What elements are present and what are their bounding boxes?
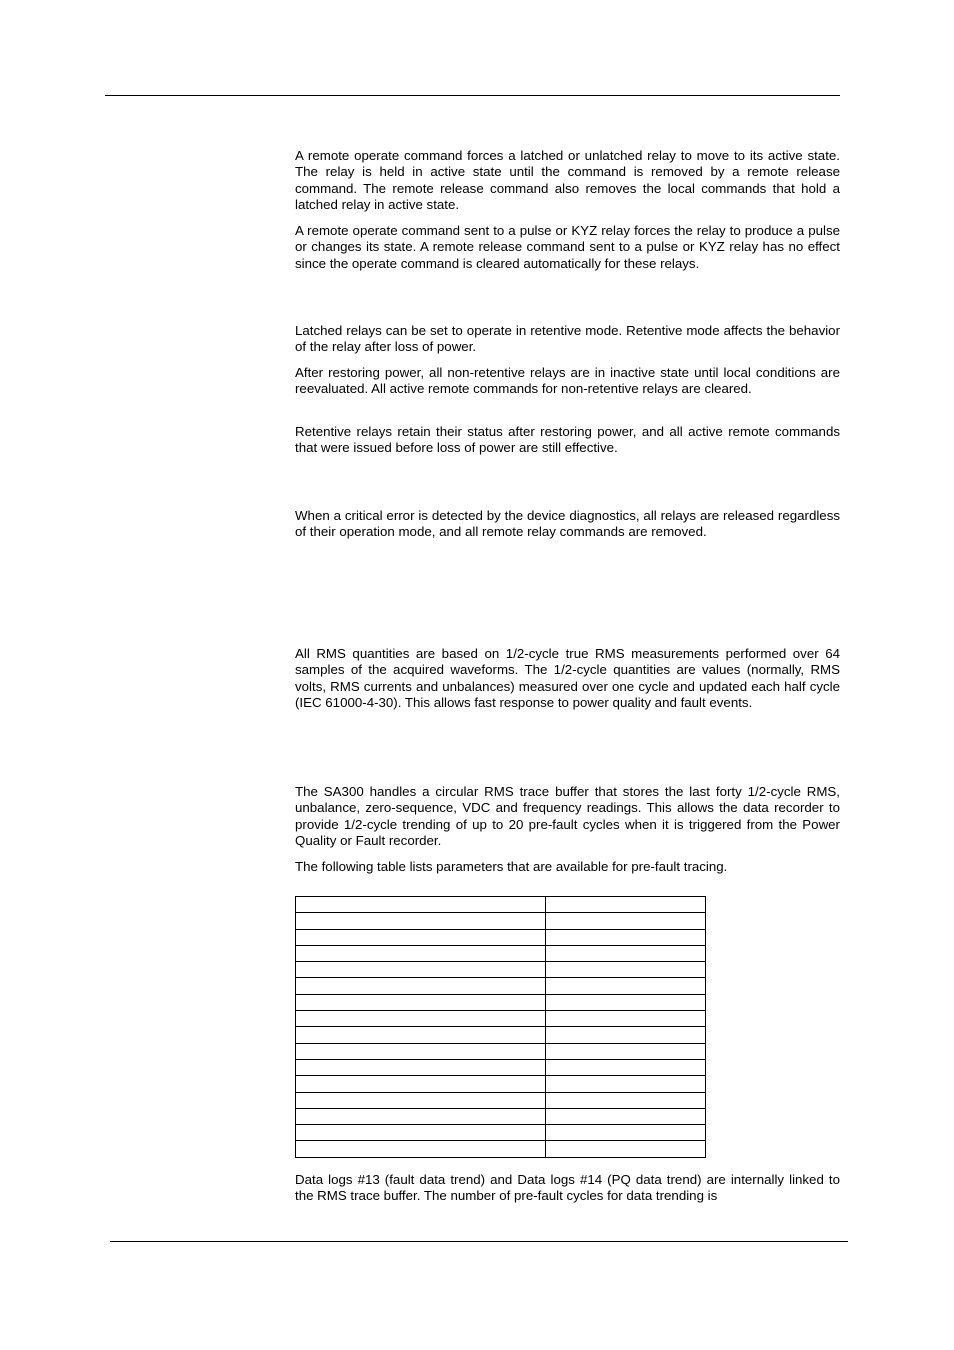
paragraph-rms-trace-buffer: The SA300 handles a circular RMS trace buffer that stores the last forty 1/2-cycle RMS, unbalance, zero-sequence, VDC and frequency readings. This allows the data recorder to provide 1/2-cycle trending of up to 20 pre-fault cycles when it is triggered from the Power Quality or Fault recorder. — [295, 784, 840, 848]
paragraph-retentive-relays: Retentive relays retain their status after restoring power, and all active remote commands that were issued before loss of power are still effective. — [295, 424, 840, 456]
table-row — [296, 1125, 706, 1141]
table-cell-parameter — [296, 978, 546, 994]
table-cell-value — [546, 962, 706, 978]
table-cell-parameter — [296, 1092, 546, 1108]
table-row — [296, 1059, 706, 1075]
table-cell-value — [546, 945, 706, 961]
table-cell-parameter — [296, 897, 546, 913]
table-row — [296, 1027, 706, 1043]
table-cell-value — [546, 1059, 706, 1075]
table-cell-parameter — [296, 962, 546, 978]
paragraph-data-logs: Data logs #13 (fault data trend) and Data logs #14 (PQ data trend) are internally linked to the RMS trace buffer. The number of pre-fault cycles for data trending is — [295, 1172, 840, 1204]
paragraph-non-retentive: After restoring power, all non-retentive relays are in inactive state until local conditions are reevaluated. All active remote commands for non-retentive relays are cleared. — [295, 365, 840, 397]
paragraph-remote-operate: A remote operate command forces a latched or unlatched relay to move to its active state. The relay is held in active state until the command is removed by a remote release command. The remote release command also removes the local commands that hold a latched relay in active state. — [295, 148, 840, 212]
table-cell-parameter — [296, 1027, 546, 1043]
table-row — [296, 1043, 706, 1059]
table-cell-parameter — [296, 1059, 546, 1075]
table-row — [296, 978, 706, 994]
table-cell-parameter — [296, 1125, 546, 1141]
table-row — [296, 1076, 706, 1092]
table-cell-parameter — [296, 1043, 546, 1059]
table-body — [296, 897, 706, 1158]
paragraph-pulse-kyz: A remote operate command sent to a pulse or KYZ relay forces the relay to produce a pulse or changes its state. A remote release command sent to a pulse or KYZ relay has no effect since the operate command is cleared automatically for these relays. — [295, 223, 840, 271]
table-cell-parameter — [296, 994, 546, 1010]
table-cell-value — [546, 1011, 706, 1027]
paragraph-critical-error: When a critical error is detected by the device diagnostics, all relays are released regardless of their operation mode, and all remote relay commands are removed. — [295, 508, 840, 540]
table-row — [296, 994, 706, 1010]
header-rule — [105, 95, 840, 96]
table-cell-value — [546, 897, 706, 913]
table-cell-parameter — [296, 1108, 546, 1124]
table-cell-parameter — [296, 1141, 546, 1157]
table-cell-value — [546, 1043, 706, 1059]
table-row — [296, 962, 706, 978]
table-row — [296, 945, 706, 961]
table-row — [296, 1108, 706, 1124]
table-cell-value — [546, 1125, 706, 1141]
table-cell-value — [546, 1076, 706, 1092]
table-row — [296, 929, 706, 945]
table-cell-value — [546, 1141, 706, 1157]
table-row — [296, 1141, 706, 1157]
paragraph-table-intro: The following table lists parameters that are available for pre-fault tracing. — [295, 859, 728, 874]
table-row — [296, 1011, 706, 1027]
footer-rule — [110, 1241, 848, 1242]
table-cell-value — [546, 994, 706, 1010]
pre-fault-parameters-table — [295, 896, 706, 1158]
paragraph-rms-quantities: All RMS quantities are based on 1/2-cycle true RMS measurements performed over 64 samples of the acquired waveforms. The 1/2-cycle quantities are values (normally, RMS volts, RMS currents and unbalances) measured over one cycle and updated each half cycle (IEC 61000-4-30). This allows fast response to power quality and fault events. — [295, 646, 840, 710]
table-cell-value — [546, 1027, 706, 1043]
table-cell-parameter — [296, 913, 546, 929]
table-row — [296, 913, 706, 929]
table-cell-value — [546, 978, 706, 994]
table-cell-value — [546, 929, 706, 945]
table-cell-value — [546, 1092, 706, 1108]
table-cell-parameter — [296, 1011, 546, 1027]
table-row — [296, 897, 706, 913]
table-row — [296, 1092, 706, 1108]
table-cell-value — [546, 913, 706, 929]
paragraph-retentive-mode: Latched relays can be set to operate in retentive mode. Retentive mode affects the behavior of the relay after loss of power. — [295, 323, 840, 355]
table-cell-value — [546, 1108, 706, 1124]
table-cell-parameter — [296, 1076, 546, 1092]
table-cell-parameter — [296, 945, 546, 961]
table-cell-parameter — [296, 929, 546, 945]
